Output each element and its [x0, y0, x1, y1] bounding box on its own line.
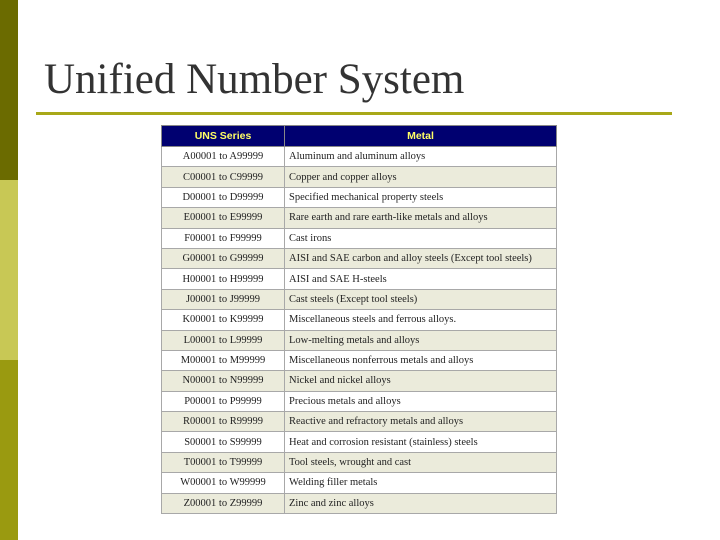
metal-cell: AISI and SAE H-steels — [285, 269, 557, 289]
table-row — [162, 147, 557, 167]
metal-cell: Low-melting metals and alloys — [285, 330, 557, 350]
uns-series-cell: S00001 to S99999 — [162, 432, 285, 452]
table-row — [162, 187, 557, 207]
metal-cell: Cast steels (Except tool steels) — [285, 289, 557, 309]
metal-cell: Miscellaneous nonferrous metals and alloys — [285, 350, 557, 370]
table-row — [162, 289, 557, 309]
uns-series-cell: F00001 to F99999 — [162, 228, 285, 248]
metal-cell: Specified mechanical property steels — [285, 187, 557, 207]
table-row — [162, 269, 557, 289]
slide-title: Unified Number System — [44, 56, 465, 103]
uns-series-cell: T00001 to T99999 — [162, 452, 285, 472]
left-accent-band-bottom — [0, 360, 18, 540]
uns-series-cell: N00001 to N99999 — [162, 371, 285, 391]
metal-cell: Precious metals and alloys — [285, 391, 557, 411]
uns-series-cell: J00001 to J99999 — [162, 289, 285, 309]
uns-series-cell: D00001 to D99999 — [162, 187, 285, 207]
metal-cell: Cast irons — [285, 228, 557, 248]
table-row — [162, 350, 557, 370]
uns-series-cell: K00001 to K99999 — [162, 310, 285, 330]
column-header-metal: Metal — [285, 126, 557, 147]
table-row — [162, 391, 557, 411]
table-header-row — [162, 126, 557, 147]
metal-cell: Reactive and refractory metals and alloys — [285, 412, 557, 432]
title-underline — [36, 112, 672, 115]
uns-series-cell: A00001 to A99999 — [162, 147, 285, 167]
table-row — [162, 452, 557, 472]
table-row — [162, 412, 557, 432]
uns-series-cell: H00001 to H99999 — [162, 269, 285, 289]
uns-series-cell: P00001 to P99999 — [162, 391, 285, 411]
metal-cell: Rare earth and rare earth-like metals and alloys — [285, 208, 557, 228]
column-header-uns-series: UNS Series — [162, 126, 285, 147]
table-row — [162, 330, 557, 350]
metal-cell: Nickel and nickel alloys — [285, 371, 557, 391]
metal-cell: AISI and SAE carbon and alloy steels (Except tool steels) — [285, 248, 557, 268]
left-accent-band-top — [0, 0, 18, 180]
metal-cell: Zinc and zinc alloys — [285, 493, 557, 513]
table-row — [162, 228, 557, 248]
table-row — [162, 432, 557, 452]
metal-cell: Aluminum and aluminum alloys — [285, 147, 557, 167]
uns-series-cell: E00001 to E99999 — [162, 208, 285, 228]
uns-series-table — [161, 125, 557, 514]
uns-series-cell: G00001 to G99999 — [162, 248, 285, 268]
uns-series-cell: R00001 to R99999 — [162, 412, 285, 432]
metal-cell: Welding filler metals — [285, 473, 557, 493]
table-row — [162, 208, 557, 228]
metal-cell: Copper and copper alloys — [285, 167, 557, 187]
uns-series-cell: C00001 to C99999 — [162, 167, 285, 187]
table-row — [162, 167, 557, 187]
table-row — [162, 248, 557, 268]
table-body — [162, 147, 557, 514]
uns-series-cell: M00001 to M99999 — [162, 350, 285, 370]
uns-series-cell: Z00001 to Z99999 — [162, 493, 285, 513]
table-row — [162, 493, 557, 513]
metal-cell: Heat and corrosion resistant (stainless) steels — [285, 432, 557, 452]
uns-series-cell: L00001 to L99999 — [162, 330, 285, 350]
left-accent-band-middle — [0, 180, 18, 360]
uns-series-cell: W00001 to W99999 — [162, 473, 285, 493]
table-row — [162, 473, 557, 493]
metal-cell: Tool steels, wrought and cast — [285, 452, 557, 472]
table-row — [162, 310, 557, 330]
table-row — [162, 371, 557, 391]
metal-cell: Miscellaneous steels and ferrous alloys. — [285, 310, 557, 330]
